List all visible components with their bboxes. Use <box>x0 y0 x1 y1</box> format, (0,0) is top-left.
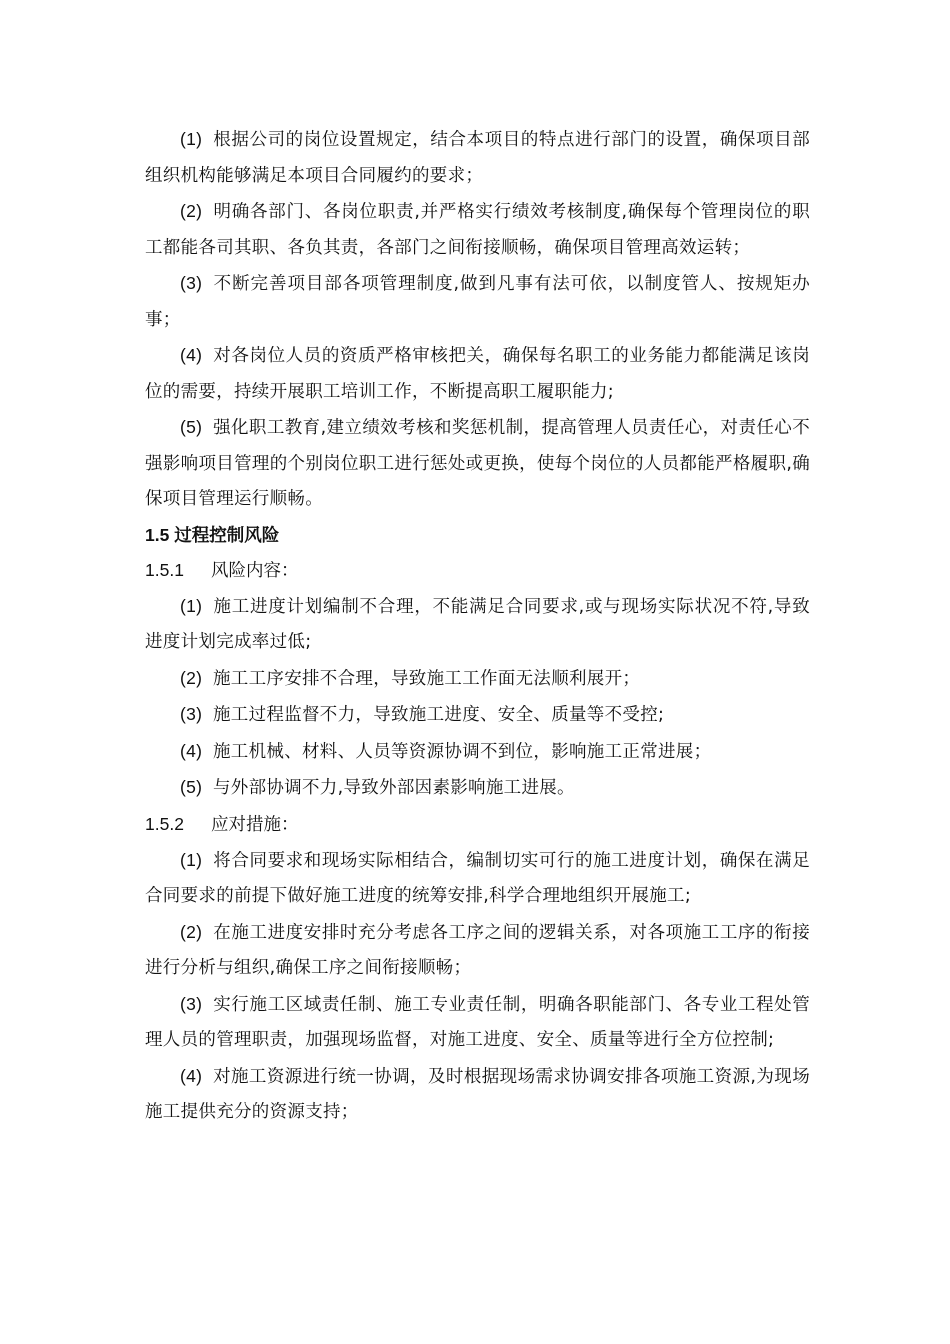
subsection-title: 风险内容： <box>211 560 299 581</box>
subsection-title: 应对措施： <box>211 814 299 835</box>
item-number: (3) <box>180 273 203 293</box>
item-text: 施工机械、材料、人员等资源协调不到位，影响施工正常进展； <box>213 741 712 762</box>
item-number: (3) <box>180 704 203 724</box>
item-text: 实行施工区域责任制、施工专业责任制，明确各职能部门、各专业工程处管理人员的管理职责，加强现场监督，对施工进度、安全、质量等进行全方位控制; <box>145 994 810 1050</box>
item-text: 将合同要求和现场实际相结合，编制切实可行的施工进度计划，确保在满足合同要求的前提下做好施工进度的统筹安排,科学合理地组织开展施工; <box>145 850 810 906</box>
intro-item-1 <box>145 122 810 194</box>
subsection-number: 1.5.1 <box>145 559 184 580</box>
item-text: 施工工序安排不合理，导致施工工作面无法顺利展开； <box>213 668 641 689</box>
item-number: (2) <box>180 667 203 688</box>
item-number: (5) <box>180 417 203 437</box>
item-text: 根据公司的岗位设置规定，结合本项目的特点进行部门的设置，确保项目部组织机构能够满足本项目合同履约的要求； <box>145 130 810 186</box>
item-number: (4) <box>180 1065 203 1086</box>
item-text: 明确各部门、各岗位职责,并严格实行绩效考核制度,确保每个管理岗位的职工都能各司其职、各负其责，各部门之间衔接顺畅，确保项目管理高效运转； <box>145 202 810 258</box>
item-text: 施工进度计划编制不合理，不能满足合同要求,或与现场实际状况不符,导致进度计划完成率过低; <box>145 596 810 652</box>
item-text: 在施工进度安排时充分考虑各工序之间的逻辑关系，对各项施工工序的衔接进行分析与组织,确保工序之间衔接顺畅； <box>145 922 810 978</box>
item-text: 施工过程监督不力，导致施工进度、安全、质量等不受控; <box>213 705 665 725</box>
item-number: (2) <box>180 201 203 221</box>
measure-item-2 <box>145 915 810 987</box>
subsection-number: 1.5.2 <box>145 813 184 834</box>
item-number: (3) <box>180 993 203 1014</box>
intro-item-3 <box>145 266 810 338</box>
risk-item-2 <box>145 661 810 698</box>
item-number: (5) <box>180 777 203 797</box>
item-number: (4) <box>180 740 203 761</box>
measure-item-4 <box>145 1059 810 1131</box>
intro-item-5 <box>145 410 810 518</box>
measure-item-3 <box>145 987 810 1059</box>
item-text: 对施工资源进行统一协调，及时根据现场需求协调安排各项施工资源,为现场施工提供充分的资源支持； <box>145 1066 810 1122</box>
document-body <box>145 122 810 1131</box>
item-number: (1) <box>180 849 203 870</box>
risk-item-3 <box>145 697 810 734</box>
subsection-heading-measures <box>145 807 810 843</box>
measure-item-1 <box>145 843 810 915</box>
subsection-heading-risks <box>145 553 810 589</box>
intro-item-2 <box>145 194 810 266</box>
item-text: 与外部协调不力,导致外部因素影响施工进展。 <box>213 778 575 798</box>
intro-item-4 <box>145 338 810 410</box>
item-text: 强化职工教育,建立绩效考核和奖惩机制，提高管理人员责任心，对责任心不强影响项目管理的个别岗位职工进行惩处或更换，使每个岗位的人员都能严格履职,确保项目管理运行顺畅。 <box>145 418 810 509</box>
item-text: 对各岗位人员的资质严格审核把关，确保每名职工的业务能力都能满足该岗位的需要，持续开展职工培训工作，不断提高职工履职能力; <box>145 346 810 402</box>
item-number: (1) <box>180 129 203 149</box>
item-number: (2) <box>180 921 203 942</box>
risk-item-5 <box>145 770 810 807</box>
item-text: 不断完善项目部各项管理制度,做到凡事有法可依，以制度管人、按规矩办事； <box>145 274 810 330</box>
risk-item-1 <box>145 589 810 661</box>
item-number: (1) <box>180 595 203 616</box>
risk-item-4 <box>145 734 810 771</box>
item-number: (4) <box>180 345 203 365</box>
section-heading: 1.5 过程控制风险 <box>145 524 280 545</box>
